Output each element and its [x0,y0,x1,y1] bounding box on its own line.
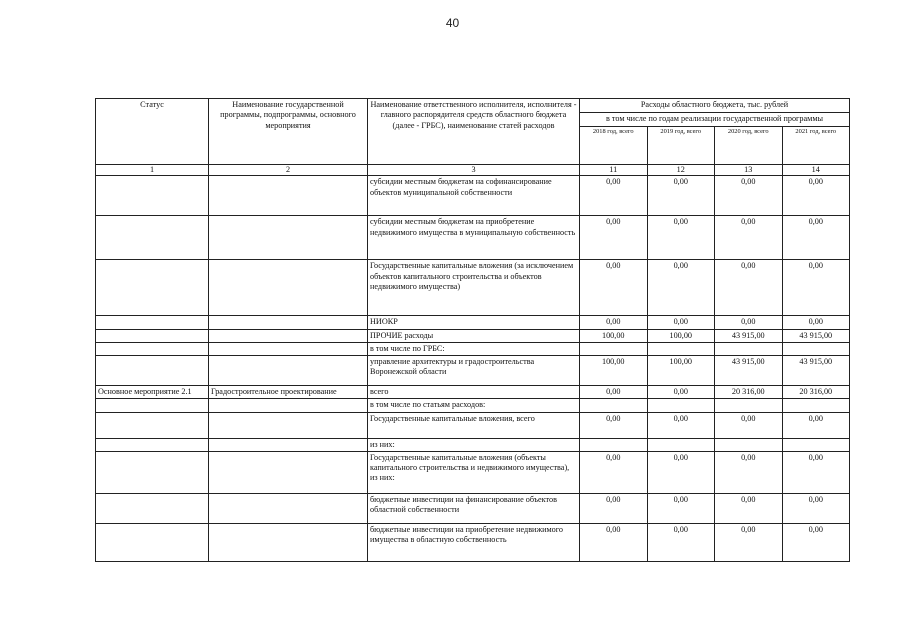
header-year-2020: 2020 год, всего [715,127,783,165]
row-value: 0,00 [647,176,715,216]
row-value: 0,00 [647,412,715,438]
row-program-name [209,316,368,329]
row-value: 0,00 [647,493,715,523]
row-value [715,342,783,355]
row-grbs: управление архитектуры и градостроительства Воронежской области [368,356,580,386]
row-status [96,176,209,216]
header-status: Статус [96,99,209,165]
row-value: 0,00 [715,216,783,260]
row-value: 20 316,00 [782,386,850,399]
row-value [715,438,783,451]
table-body [96,176,850,562]
row-status [96,451,209,493]
row-value: 0,00 [782,451,850,493]
row-value: 43 915,00 [715,356,783,386]
row-program-name [209,493,368,523]
column-index: 3 [368,165,580,176]
table-row [96,493,850,523]
row-value [580,399,648,412]
header-year-2021: 2021 год, всего [782,127,850,165]
row-value [715,399,783,412]
table-row [96,329,850,342]
row-value: 43 915,00 [782,356,850,386]
row-status [96,412,209,438]
column-index: 12 [647,165,715,176]
row-value [647,438,715,451]
row-value: 0,00 [647,451,715,493]
table-row [96,438,850,451]
table-row [96,216,850,260]
column-index: 14 [782,165,850,176]
row-value: 0,00 [580,176,648,216]
header-by-years: в том числе по годам реализации государственной программы [580,113,850,127]
row-value: 0,00 [647,386,715,399]
row-program-name [209,399,368,412]
row-program-name [209,176,368,216]
row-program-name [209,342,368,355]
row-value: 100,00 [647,356,715,386]
row-value [647,342,715,355]
row-program-name [209,412,368,438]
row-value: 0,00 [715,523,783,561]
row-grbs: Государственные капитальные вложения (объекты капитального строительства и недвижимого имущества), из них: [368,451,580,493]
row-status: Основное мероприятие 2.1 [96,386,209,399]
row-value: 0,00 [647,216,715,260]
row-status [96,438,209,451]
row-grbs: ПРОЧИЕ расходы [368,329,580,342]
row-program-name [209,523,368,561]
row-value: 0,00 [715,493,783,523]
row-value [782,342,850,355]
row-program-name [209,260,368,316]
row-value: 0,00 [715,260,783,316]
column-index: 13 [715,165,783,176]
table-row [96,451,850,493]
row-value: 0,00 [782,216,850,260]
row-value: 0,00 [782,523,850,561]
row-value [580,342,648,355]
row-value: 100,00 [580,329,648,342]
column-index: 1 [96,165,209,176]
row-value: 0,00 [782,316,850,329]
row-value: 0,00 [715,412,783,438]
table-row [96,399,850,412]
row-grbs: бюджетные инвестиции на финансирование объектов областной собственности [368,493,580,523]
column-index-row [96,165,850,176]
row-grbs: в том числе по статьям расходов: [368,399,580,412]
table-row [96,386,850,399]
row-status [96,216,209,260]
table-row [96,342,850,355]
budget-table [95,98,850,562]
row-value: 0,00 [782,260,850,316]
row-status [96,493,209,523]
row-value: 0,00 [715,316,783,329]
row-status [96,329,209,342]
row-program-name [209,438,368,451]
row-grbs: НИОКР [368,316,580,329]
row-value: 0,00 [647,316,715,329]
row-status [96,523,209,561]
header-program-name: Наименование государственной программы, подпрограммы, основного мероприятия [209,99,368,165]
table-row [96,523,850,561]
row-program-name [209,451,368,493]
table-row [96,316,850,329]
table-row [96,412,850,438]
row-value [782,438,850,451]
header-expenses: Расходы областного бюджета, тыс. рублей [580,99,850,113]
table-row [96,260,850,316]
row-value: 0,00 [580,260,648,316]
row-status [96,399,209,412]
row-program-name [209,216,368,260]
row-grbs: Государственные капитальные вложения, всего [368,412,580,438]
row-value: 100,00 [580,356,648,386]
row-value: 0,00 [580,451,648,493]
row-value: 0,00 [782,176,850,216]
header-grbs: Наименование ответственного исполнителя, исполнителя - главного распорядителя средств областного бюджета (далее - ГРБС), наименование статей расходов [368,99,580,165]
row-value: 0,00 [715,451,783,493]
row-value: 0,00 [782,493,850,523]
row-grbs: бюджетные инвестиции на приобретение недвижимого имущества в областную собственность [368,523,580,561]
row-program-name [209,356,368,386]
row-grbs: из них: [368,438,580,451]
row-grbs: в том числе по ГРБС: [368,342,580,355]
row-value: 0,00 [647,523,715,561]
row-value: 20 316,00 [715,386,783,399]
row-value: 100,00 [647,329,715,342]
column-index: 11 [580,165,648,176]
row-program-name [209,329,368,342]
table-row [96,356,850,386]
row-status [96,260,209,316]
row-value: 43 915,00 [715,329,783,342]
row-value [580,438,648,451]
row-grbs: всего [368,386,580,399]
header-year-2019: 2019 год, всего [647,127,715,165]
row-status [96,316,209,329]
row-value: 0,00 [782,412,850,438]
page-number: 40 [445,16,460,30]
row-program-name: Градостроительное проектирование [209,386,368,399]
row-value [647,399,715,412]
row-value [782,399,850,412]
table-row [96,176,850,216]
row-value: 0,00 [715,176,783,216]
row-value: 0,00 [580,523,648,561]
row-value: 0,00 [647,260,715,316]
row-value: 0,00 [580,493,648,523]
row-status [96,342,209,355]
header-year-2018: 2018 год, всего [580,127,648,165]
row-value: 43 915,00 [782,329,850,342]
row-value: 0,00 [580,216,648,260]
row-status [96,356,209,386]
column-index: 2 [209,165,368,176]
row-value: 0,00 [580,386,648,399]
row-value: 0,00 [580,316,648,329]
row-value: 0,00 [580,412,648,438]
row-grbs: Государственные капитальные вложения (за исключением объектов капитального строительства и объектов недвижимого имущества) [368,260,580,316]
row-grbs: субсидии местным бюджетам на софинансирование объектов муниципальной собственности [368,176,580,216]
row-grbs: субсидии местным бюджетам на приобретение недвижимого имущества в муниципальную собственность [368,216,580,260]
